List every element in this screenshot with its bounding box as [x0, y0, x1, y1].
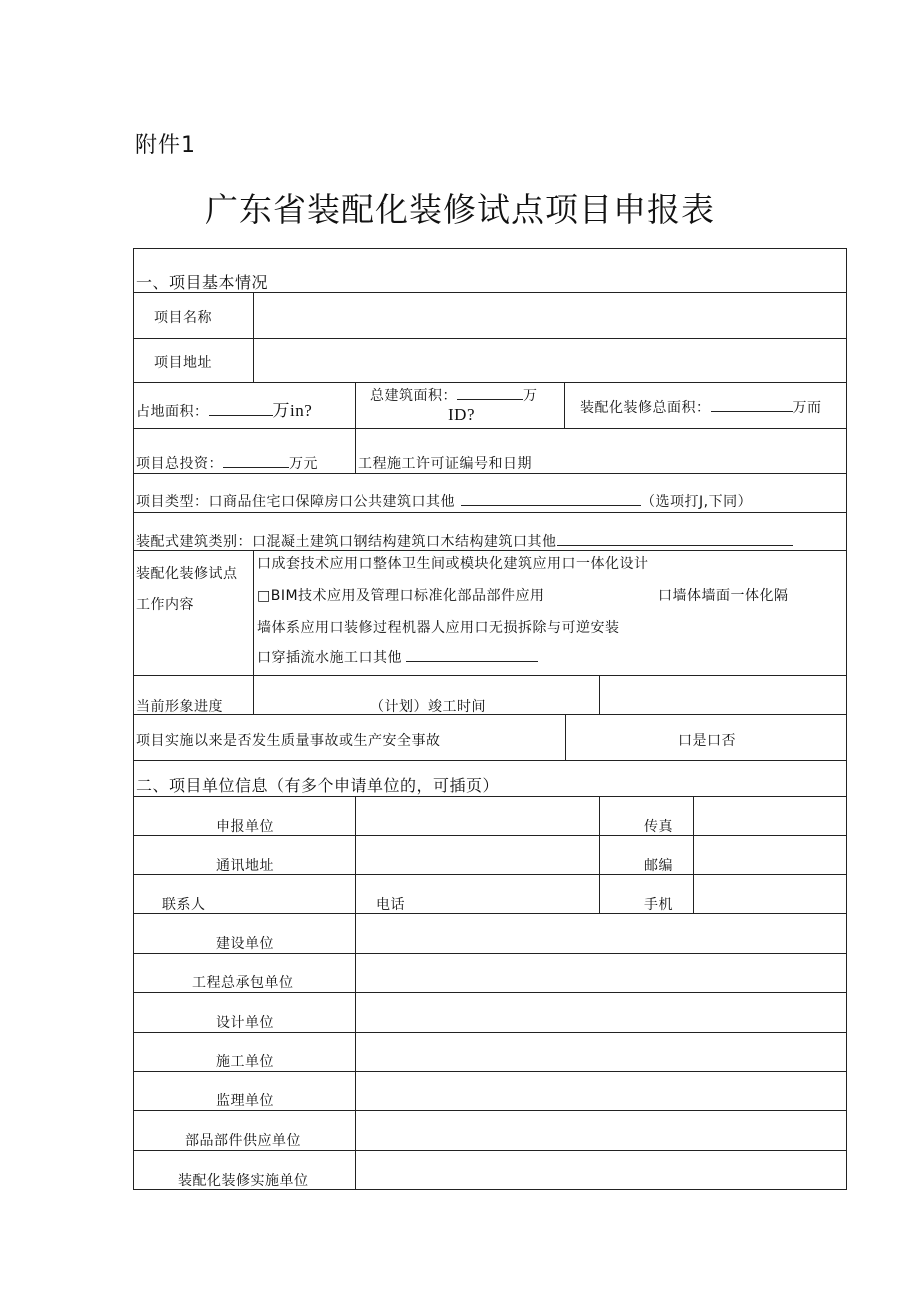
col-divider: [355, 796, 356, 1190]
project-name-label: 项目名称: [154, 310, 212, 326]
progress-label: 当前形象进度: [136, 699, 223, 715]
unit-label-supplier: 部品部件供应单位: [185, 1133, 301, 1149]
project-address-label: 项目地址: [154, 355, 212, 371]
building-area-unit-2: ID?: [448, 405, 475, 424]
row-divider: [133, 1032, 847, 1033]
project-type-note: （选项打J,下同）: [641, 494, 753, 510]
work-content-line-1: 口成套技术应用口整体卫生间或模块化建筑应用口一体化设计: [257, 556, 649, 572]
section-heading-unit-info: 二、项目单位信息（有多个申请单位的，可插页）: [136, 776, 500, 795]
col-divider: [693, 796, 694, 913]
row-divider: [133, 760, 847, 761]
row-divider: [133, 338, 847, 339]
unit-label-epc: 工程总承包单位: [192, 975, 294, 991]
project-type-options: 口商品住宅口保障房口公共建筑口其他: [208, 494, 455, 510]
unit-label-builder: 施工单位: [216, 1054, 274, 1070]
unit-label-construction: 建设单位: [216, 936, 274, 952]
fitout-area-unit: 万而: [792, 400, 822, 416]
mobile-label: 手机: [644, 897, 673, 913]
unit-label-supervision: 监理单位: [216, 1093, 274, 1109]
blank-line: [457, 387, 523, 400]
completion-time-label: （计划）竣工时间: [370, 699, 486, 715]
building-category-options: 口混凝土建筑口钢结构建筑口木结构建筑口其他: [252, 534, 557, 550]
row-divider: [133, 796, 847, 797]
land-area-unit: 万in?: [272, 401, 313, 420]
row-divider: [133, 714, 847, 715]
col-divider: [253, 292, 254, 382]
building-area-unit: 万: [523, 388, 538, 404]
investment-unit: 万元: [289, 456, 318, 472]
row-divider: [133, 512, 847, 513]
accident-question: 项目实施以来是否发生质量事故或生产安全事故: [136, 733, 441, 749]
fax-label: 传真: [644, 819, 673, 835]
row-divider: [133, 675, 847, 676]
blank-line: [557, 533, 793, 546]
fitout-area-label: 装配化装修总面积：: [580, 400, 711, 416]
col-divider: [564, 382, 565, 428]
blank-line: [406, 649, 538, 662]
row-divider: [133, 1071, 847, 1072]
contact-label: 联系人: [162, 897, 206, 913]
blank-line: [711, 399, 793, 412]
row-divider: [133, 1150, 847, 1151]
postcode-label: 邮编: [644, 858, 673, 874]
accident-options: 口是口否: [678, 733, 736, 749]
col-divider: [565, 714, 566, 760]
address-label: 通讯地址: [216, 858, 274, 874]
project-type-label: 项目类型：: [136, 494, 209, 510]
land-area-label: 占地面积：: [136, 404, 209, 420]
building-category-label: 装配式建筑类别：: [136, 534, 252, 550]
work-content-line-3: 墙体系应用口装修过程机器人应用口无损拆除与可逆安装: [257, 620, 620, 636]
investment-field: [136, 453, 318, 473]
work-content-line-4: [257, 647, 538, 667]
form-title: 广东省装配化装修试点项目申报表: [205, 190, 715, 229]
building-area-field: [370, 385, 538, 405]
investment-label: 项目总投资：: [136, 456, 223, 472]
permit-label: 工程施工许可证编号和日期: [358, 456, 532, 472]
attachment-label: 附件1: [135, 133, 196, 158]
blank-line: [223, 455, 289, 468]
col-divider: [253, 550, 254, 714]
row-divider: [133, 1110, 847, 1111]
blank-line: [209, 403, 273, 416]
row-divider: [133, 473, 847, 474]
building-area-label: 总建筑面积：: [370, 388, 457, 404]
row-divider: [133, 953, 847, 954]
project-type-field: [136, 491, 752, 511]
unit-label-fitout: 装配化装修实施单位: [178, 1173, 309, 1189]
applicant-label: 申报单位: [216, 819, 274, 835]
row-divider: [133, 428, 847, 429]
work-content-label-2: 工作内容: [136, 597, 194, 613]
unit-label-design: 设计单位: [216, 1015, 274, 1031]
blank-line: [461, 493, 641, 506]
work-content-other: 口穿插流水施工口其他: [257, 650, 402, 666]
work-content-line-2b: 口墙体墙面一体化隔: [658, 588, 789, 604]
col-divider: [599, 796, 600, 913]
section-heading-basic-info: 一、项目基本情况: [136, 273, 269, 292]
work-content-line-2a: □BIM技术应用及管理口标准化部品部件应用: [257, 588, 545, 604]
building-category-field: [136, 531, 793, 551]
work-content-label-1: 装配化装修试点: [136, 566, 238, 582]
col-divider: [599, 675, 600, 714]
row-divider: [133, 913, 847, 914]
land-area-field: [136, 396, 312, 421]
row-divider: [133, 382, 847, 383]
row-divider: [133, 992, 847, 993]
fitout-area-field: [580, 397, 822, 417]
phone-label: 电话: [376, 897, 405, 913]
col-divider: [355, 382, 356, 473]
